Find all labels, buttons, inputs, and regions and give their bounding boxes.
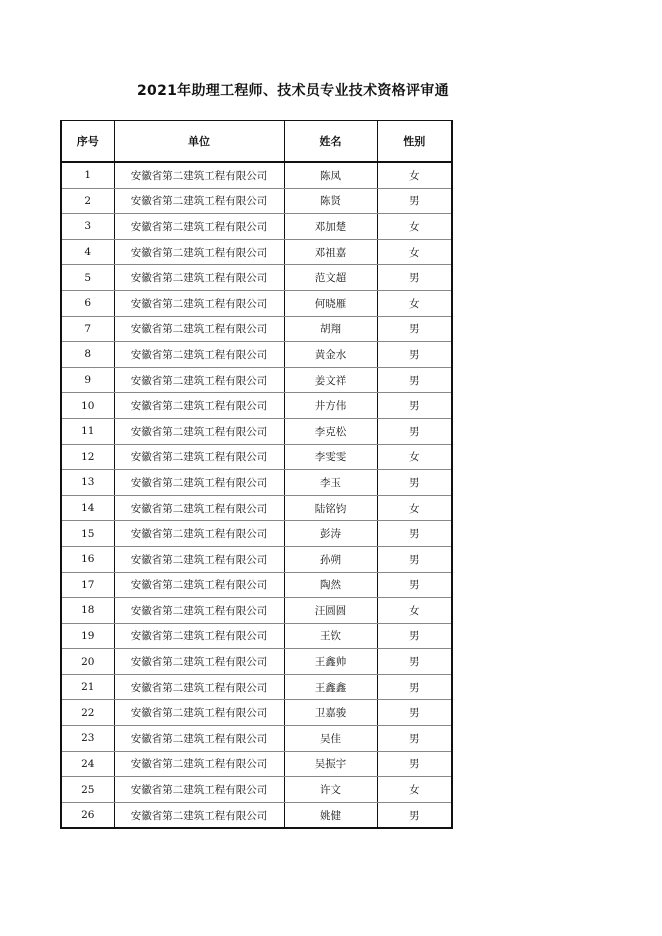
cell-name: 黄金水: [284, 342, 377, 368]
cell-gender: 男: [377, 367, 452, 393]
table-row: [61, 623, 452, 649]
cell-unit: 安徽省第二建筑工程有限公司: [114, 342, 284, 368]
cell-seq: 10: [61, 393, 114, 419]
table-row: [61, 751, 452, 777]
table-row: [61, 649, 452, 675]
table-row: [61, 418, 452, 444]
cell-gender: 女: [377, 290, 452, 316]
cell-seq: 11: [61, 418, 114, 444]
header-seq: 序号: [61, 121, 114, 163]
cell-seq: 3: [61, 214, 114, 240]
cell-unit: 安徽省第二建筑工程有限公司: [114, 418, 284, 444]
cell-name: 王钦: [284, 623, 377, 649]
cell-unit: 安徽省第二建筑工程有限公司: [114, 700, 284, 726]
header-name: 姓名: [284, 121, 377, 163]
cell-seq: 21: [61, 674, 114, 700]
table-row: [61, 290, 452, 316]
cell-gender: 男: [377, 623, 452, 649]
cell-unit: 安徽省第二建筑工程有限公司: [114, 239, 284, 265]
cell-unit: 安徽省第二建筑工程有限公司: [114, 393, 284, 419]
table-row: [61, 674, 452, 700]
cell-unit: 安徽省第二建筑工程有限公司: [114, 495, 284, 521]
cell-name: 孙朔: [284, 546, 377, 572]
cell-gender: 男: [377, 674, 452, 700]
cell-seq: 13: [61, 470, 114, 496]
cell-gender: 女: [377, 214, 452, 240]
table-row: [61, 367, 452, 393]
cell-unit: 安徽省第二建筑工程有限公司: [114, 444, 284, 470]
cell-name: 陈凤: [284, 162, 377, 188]
header-row: [61, 121, 452, 163]
cell-gender: 女: [377, 777, 452, 803]
cell-unit: 安徽省第二建筑工程有限公司: [114, 572, 284, 598]
table-row: [61, 598, 452, 624]
table-row: [61, 342, 452, 368]
cell-unit: 安徽省第二建筑工程有限公司: [114, 188, 284, 214]
cell-seq: 8: [61, 342, 114, 368]
cell-seq: 5: [61, 265, 114, 291]
table-row: [61, 316, 452, 342]
cell-gender: 男: [377, 188, 452, 214]
cell-gender: 男: [377, 265, 452, 291]
cell-name: 李玉: [284, 470, 377, 496]
roster-body: [61, 162, 452, 828]
cell-name: 李雯雯: [284, 444, 377, 470]
cell-seq: 12: [61, 444, 114, 470]
cell-gender: 女: [377, 598, 452, 624]
cell-unit: 安徽省第二建筑工程有限公司: [114, 290, 284, 316]
cell-gender: 男: [377, 418, 452, 444]
cell-gender: 男: [377, 649, 452, 675]
cell-seq: 23: [61, 726, 114, 752]
header-gender: 性别: [377, 121, 452, 163]
cell-seq: 7: [61, 316, 114, 342]
cell-name: 何晓雁: [284, 290, 377, 316]
cell-seq: 26: [61, 802, 114, 828]
cell-name: 胡翔: [284, 316, 377, 342]
document-title-container: [0, 80, 450, 104]
cell-name: 卫嘉骏: [284, 700, 377, 726]
table-row: [61, 495, 452, 521]
cell-unit: 安徽省第二建筑工程有限公司: [114, 751, 284, 777]
cell-seq: 22: [61, 700, 114, 726]
cell-gender: 男: [377, 700, 452, 726]
cell-unit: 安徽省第二建筑工程有限公司: [114, 546, 284, 572]
cell-seq: 6: [61, 290, 114, 316]
cell-name: 王鑫鑫: [284, 674, 377, 700]
cell-unit: 安徽省第二建筑工程有限公司: [114, 777, 284, 803]
roster-table: [60, 120, 453, 829]
cell-name: 姜文祥: [284, 367, 377, 393]
table-row: [61, 777, 452, 803]
cell-gender: 男: [377, 572, 452, 598]
cell-name: 王鑫帅: [284, 649, 377, 675]
cell-unit: 安徽省第二建筑工程有限公司: [114, 162, 284, 188]
cell-name: 吴佳: [284, 726, 377, 752]
cell-unit: 安徽省第二建筑工程有限公司: [114, 649, 284, 675]
table-row: [61, 726, 452, 752]
cell-gender: 女: [377, 162, 452, 188]
cell-unit: 安徽省第二建筑工程有限公司: [114, 521, 284, 547]
cell-seq: 15: [61, 521, 114, 547]
cell-gender: 男: [377, 393, 452, 419]
cell-gender: 男: [377, 342, 452, 368]
table-row: [61, 700, 452, 726]
cell-unit: 安徽省第二建筑工程有限公司: [114, 726, 284, 752]
cell-seq: 25: [61, 777, 114, 803]
cell-gender: 男: [377, 470, 452, 496]
cell-gender: 男: [377, 726, 452, 752]
cell-seq: 19: [61, 623, 114, 649]
table-row: [61, 802, 452, 828]
cell-gender: 男: [377, 802, 452, 828]
cell-gender: 男: [377, 546, 452, 572]
cell-name: 邓祖嘉: [284, 239, 377, 265]
cell-unit: 安徽省第二建筑工程有限公司: [114, 265, 284, 291]
cell-unit: 安徽省第二建筑工程有限公司: [114, 598, 284, 624]
table-row: [61, 393, 452, 419]
cell-seq: 20: [61, 649, 114, 675]
cell-seq: 4: [61, 239, 114, 265]
table-row: [61, 162, 452, 188]
table-row: [61, 572, 452, 598]
cell-seq: 18: [61, 598, 114, 624]
table-row: [61, 214, 452, 240]
cell-unit: 安徽省第二建筑工程有限公司: [114, 316, 284, 342]
cell-name: 李克松: [284, 418, 377, 444]
cell-unit: 安徽省第二建筑工程有限公司: [114, 367, 284, 393]
cell-name: 汪圆圆: [284, 598, 377, 624]
cell-gender: 女: [377, 239, 452, 265]
cell-seq: 14: [61, 495, 114, 521]
cell-seq: 16: [61, 546, 114, 572]
cell-gender: 男: [377, 521, 452, 547]
cell-name: 井方伟: [284, 393, 377, 419]
table-row: [61, 521, 452, 547]
cell-name: 吴振宇: [284, 751, 377, 777]
cell-name: 许文: [284, 777, 377, 803]
cell-name: 陶然: [284, 572, 377, 598]
cell-unit: 安徽省第二建筑工程有限公司: [114, 470, 284, 496]
table-row: [61, 546, 452, 572]
cell-gender: 女: [377, 495, 452, 521]
table-row: [61, 239, 452, 265]
cell-name: 彭涛: [284, 521, 377, 547]
table-row: [61, 265, 452, 291]
cell-seq: 17: [61, 572, 114, 598]
header-unit: 单位: [114, 121, 284, 163]
cell-name: 邓加楚: [284, 214, 377, 240]
cell-name: 陈贤: [284, 188, 377, 214]
cell-gender: 男: [377, 316, 452, 342]
cell-unit: 安徽省第二建筑工程有限公司: [114, 802, 284, 828]
cell-seq: 24: [61, 751, 114, 777]
table-row: [61, 470, 452, 496]
cell-name: 范文超: [284, 265, 377, 291]
cell-name: 姚健: [284, 802, 377, 828]
cell-unit: 安徽省第二建筑工程有限公司: [114, 674, 284, 700]
table-row: [61, 188, 452, 214]
table-row: [61, 444, 452, 470]
cell-gender: 男: [377, 751, 452, 777]
cell-unit: 安徽省第二建筑工程有限公司: [114, 214, 284, 240]
cell-unit: 安徽省第二建筑工程有限公司: [114, 623, 284, 649]
cell-seq: 2: [61, 188, 114, 214]
cell-name: 陆铭钧: [284, 495, 377, 521]
document-title: 2021年助理工程师、技术员专业技术资格评审通: [137, 83, 449, 99]
cell-seq: 9: [61, 367, 114, 393]
cell-gender: 女: [377, 444, 452, 470]
cell-seq: 1: [61, 162, 114, 188]
